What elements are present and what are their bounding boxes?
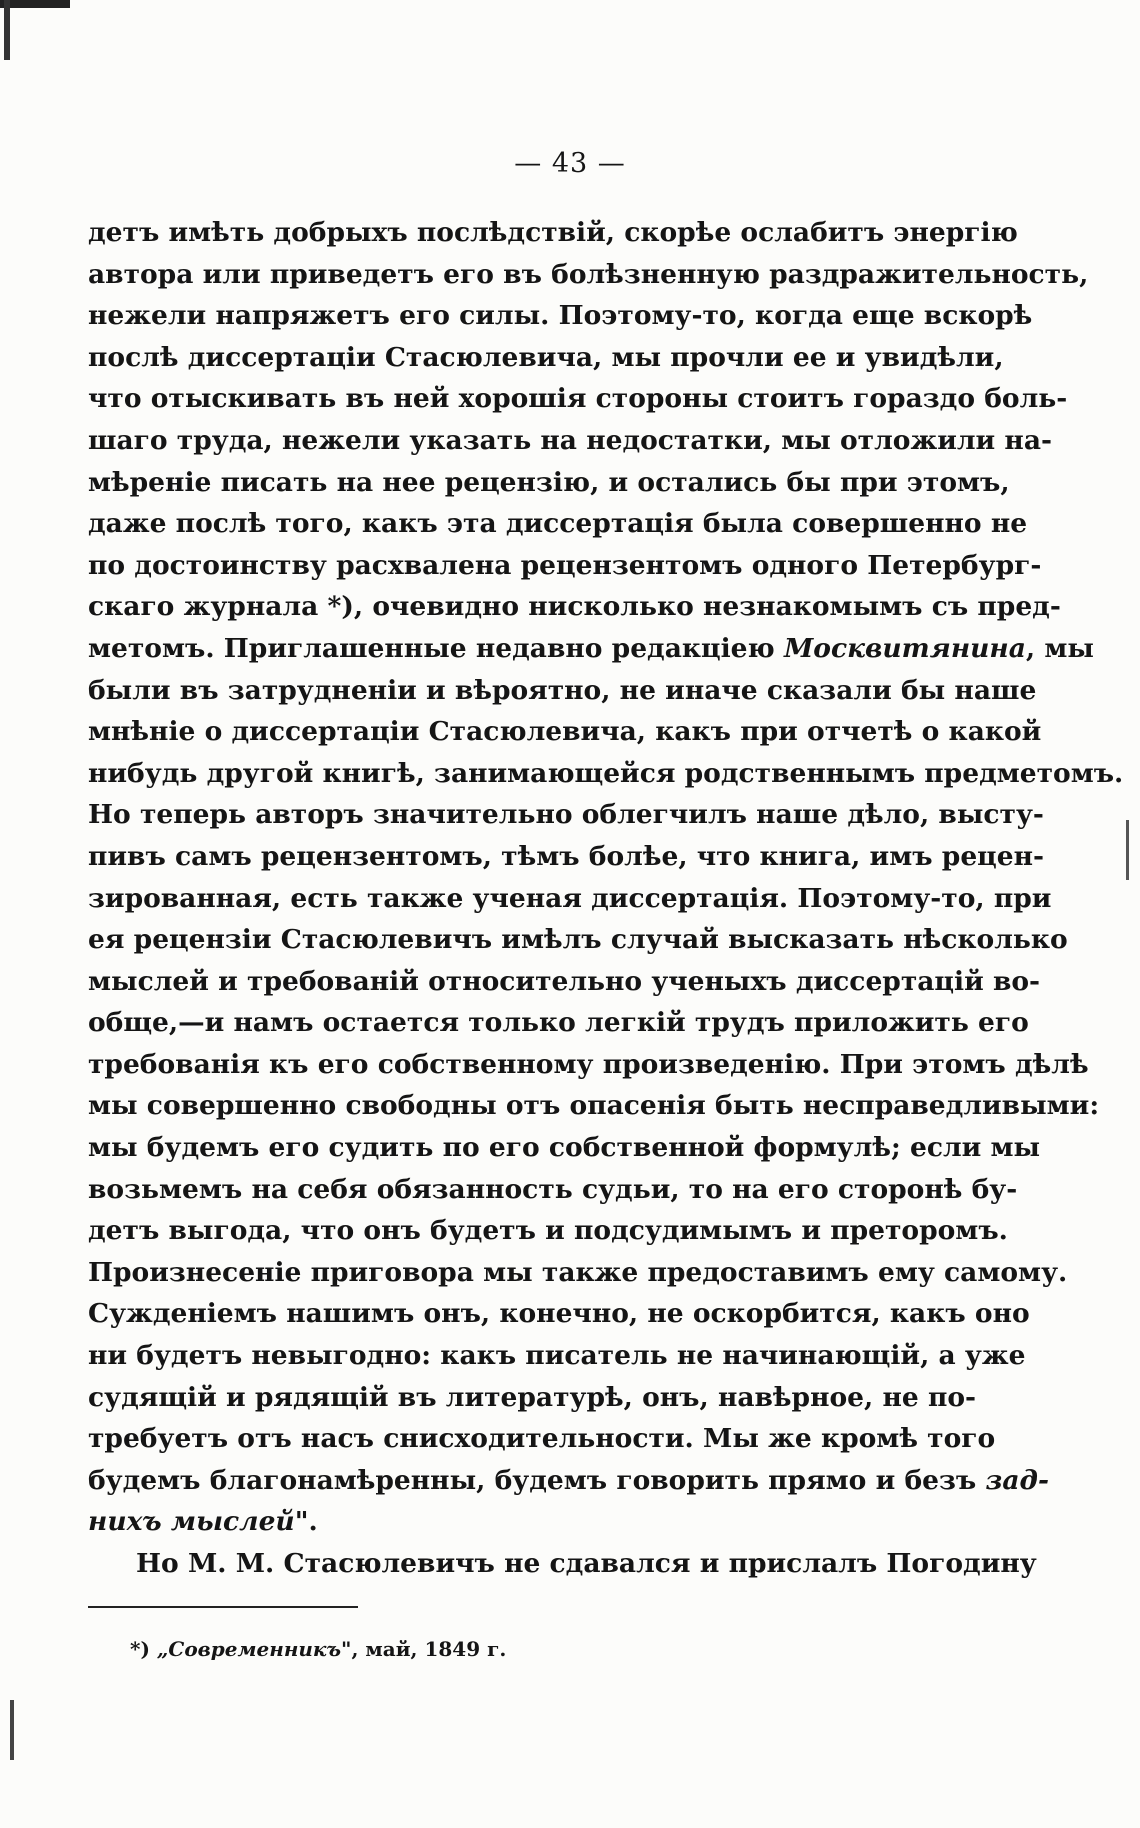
page-number: — 43 —	[514, 148, 626, 179]
text-line: пивъ самъ рецензентомъ, тѣмъ болѣе, что книга, имъ рецен-	[88, 840, 1045, 872]
text-line: ни будетъ невыгодно: какъ писатель не начинающій, а уже	[88, 1340, 1026, 1372]
text-line: судящій и рядящій въ литературѣ, онъ, навѣрное, не по-	[88, 1381, 977, 1413]
text-line: детъ имѣть добрыхъ послѣдствій, скорѣе ослабитъ энергію	[88, 217, 1018, 248]
text-line: по достоинству расхвалена рецензентомъ одного Петербург-	[88, 549, 1042, 581]
text-line: что отыскивать въ ней хорошія стороны стоитъ гораздо боль-	[88, 383, 1068, 415]
footnote	[130, 1637, 506, 1661]
text-line	[88, 1460, 1049, 1502]
text-line: обще,—и намъ остается только легкій трудъ приложить его	[88, 1007, 1029, 1039]
text-line: нежели напряжетъ его силы. Поэтому-то, когда еще вскорѣ	[88, 300, 1033, 332]
text-line: мы совершенно свободны отъ опасенія быть несправедливыми:	[88, 1090, 1100, 1122]
text-segment: будемъ благонамѣренны, будемъ говорить прямо и безъ	[88, 1464, 977, 1496]
italic-segment: зад-	[985, 1464, 1049, 1496]
footnote-date: , май, 1849 г.	[351, 1637, 507, 1661]
footnote-journal-title: „Современникъ"	[156, 1637, 352, 1661]
italic-segment: нихъ мыслей	[88, 1506, 295, 1538]
scan-edge-artifact	[0, 0, 70, 8]
text-line	[88, 628, 1094, 670]
body-text	[88, 212, 1124, 1585]
journal-title-italic: Москвитянина	[783, 632, 1026, 664]
text-line: скаго журнала *), очевидно нисколько незнакомымъ съ пред-	[88, 591, 1061, 623]
text-line: Сужденіемъ нашимъ онъ, конечно, не оскорбится, какъ оно	[88, 1298, 1030, 1330]
text-line: Но теперь авторъ значительно облегчилъ наше дѣло, высту-	[88, 799, 1044, 831]
text-line: ея рецензіи Стасюлевичъ имѣлъ случай высказать нѣсколько	[88, 924, 1068, 956]
text-line: мнѣніе о диссертаціи Стасюлевича, какъ при отчетѣ о какой	[88, 716, 1042, 748]
text-line: мы будемъ его судить по его собственной формулѣ; если мы	[88, 1132, 1041, 1164]
text-line: шаго труда, нежели указать на недостатки, мы отложили на-	[88, 424, 1053, 456]
text-line: даже послѣ того, какъ эта диссертація была совершенно не	[88, 508, 1028, 540]
text-line: требованія къ его собственному произведенію. При этомъ дѣлѣ	[88, 1048, 1089, 1080]
text-segment: метомъ. Приглашенные недавно редакціею	[88, 632, 775, 664]
text-segment: ".	[294, 1506, 318, 1538]
text-line: возьмемъ на себя обязанность судьи, то на его сторонѣ бу-	[88, 1173, 1018, 1205]
text-line	[88, 1501, 932, 1543]
text-segment: , мы	[1025, 632, 1094, 664]
text-line: Произнесеніе приговора мы также предоставимъ ему самому.	[88, 1256, 1068, 1288]
footnote-marker: *)	[130, 1637, 150, 1661]
text-line: зированная, есть также ученая диссертація. Поэтому-то, при	[88, 882, 1052, 914]
scan-edge-artifact	[10, 1700, 14, 1760]
text-line: были въ затрудненіи и вѣроятно, не иначе сказали бы наше	[88, 674, 1037, 706]
text-line: детъ выгода, что онъ будетъ и подсудимымъ и преторомъ.	[88, 1215, 1008, 1247]
text-line: автора или приведетъ его въ болѣзненную раздражительность,	[88, 258, 1089, 290]
text-line: нибудь другой книгѣ, занимающейся родственнымъ предметомъ.	[88, 757, 1124, 789]
text-line: требуетъ отъ насъ снисходительности. Мы же кромѣ того	[88, 1423, 996, 1455]
text-line: мыслей и требованій относительно ученыхъ диссертацій во-	[88, 965, 1041, 997]
text-line: мѣреніе писать на нее рецензію, и остались бы при этомъ,	[88, 466, 1010, 498]
scan-edge-artifact	[1126, 820, 1129, 880]
paragraph-2-line: Но М. М. Стасюлевичъ не сдавался и прислалъ Погодину	[136, 1548, 1037, 1579]
footnote-divider	[88, 1606, 358, 1608]
text-line: послѣ диссертаціи Стасюлевича, мы прочли ее и увидѣли,	[88, 341, 1004, 373]
scan-edge-artifact	[4, 0, 10, 60]
